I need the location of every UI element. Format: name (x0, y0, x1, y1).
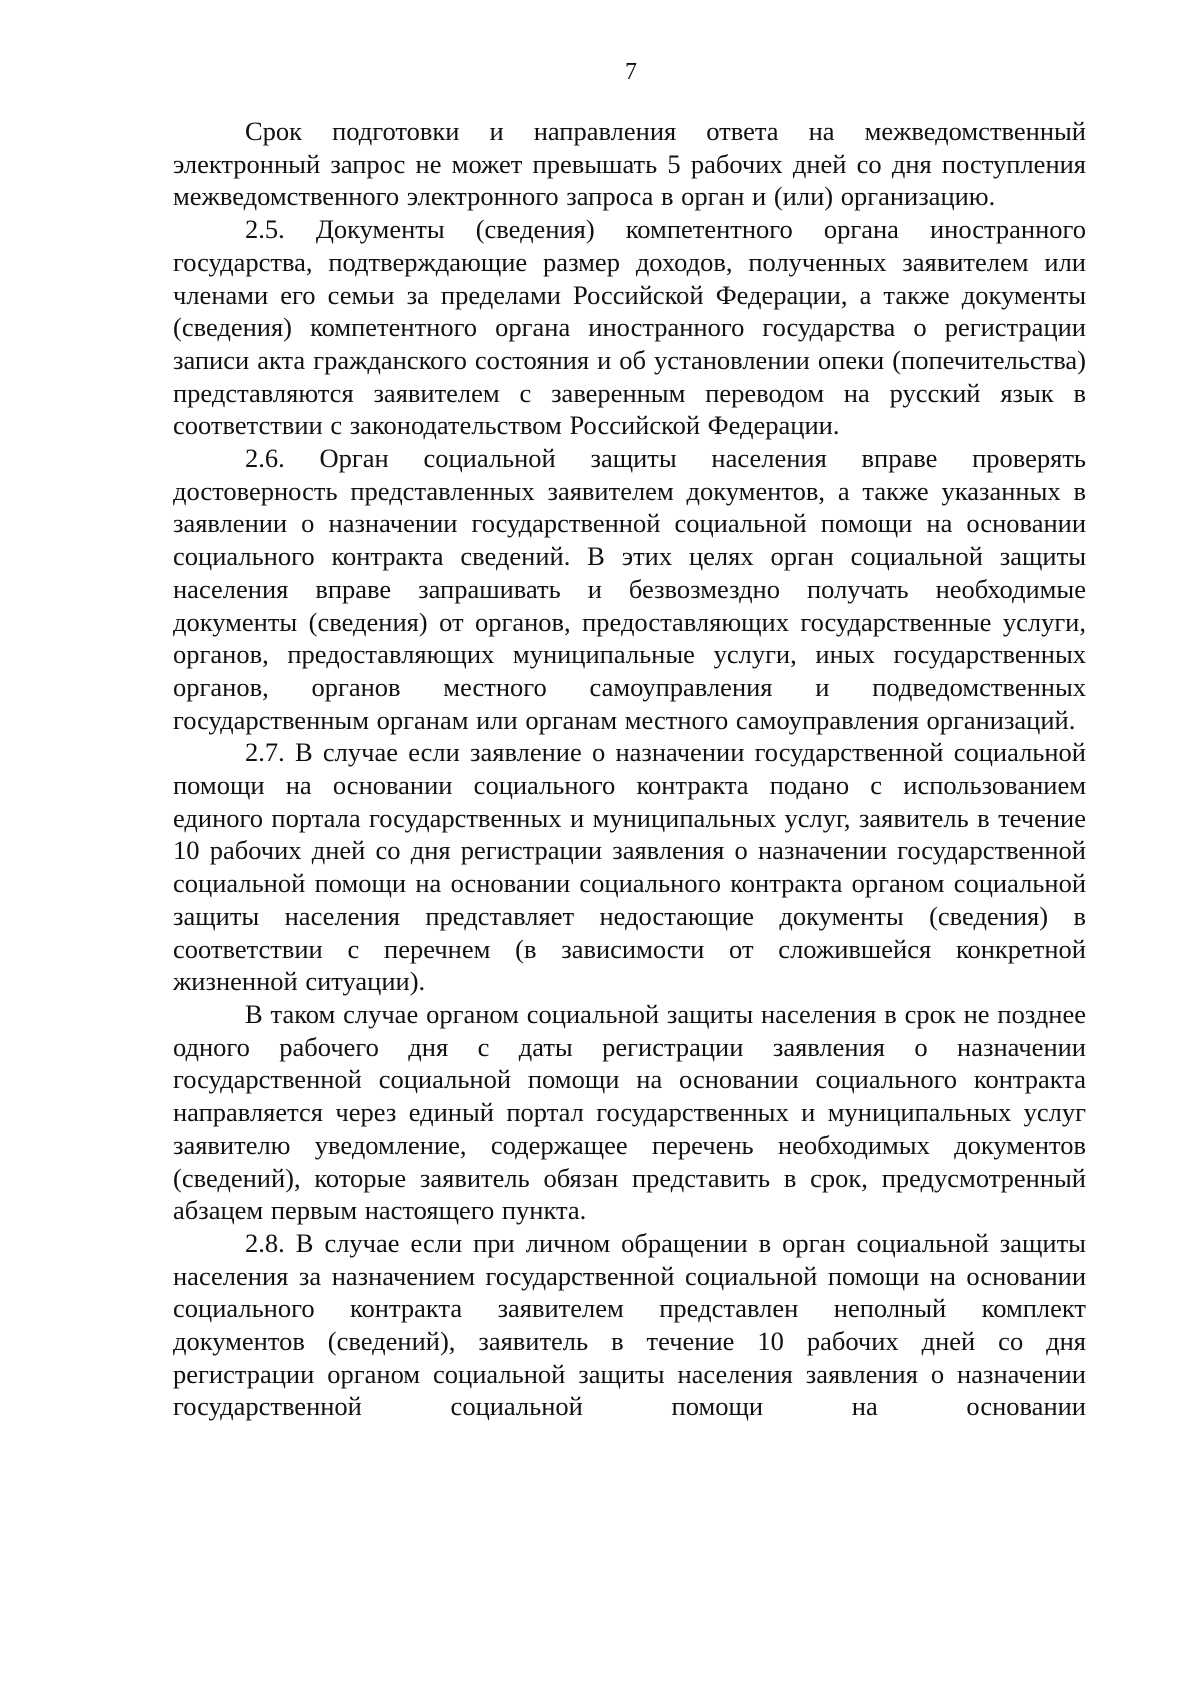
paragraph-2-5: 2.5. Документы (сведения) компетентного органа иностранного государства, подтверждающие размер доходов, полученных заявителем или членами его семьи за пределами Российской Федерации, а также документы (сведения) компетентного органа иностранного государства о регистрации записи акта гражданского состояния и об установлении опеки (попечительства) представляются заявителем с заверенным переводом на русский язык в соответствии с законодательством Российской Федерации. (173, 214, 1086, 441)
paragraph-2-8: 2.8. В случае если при личном обращении в орган социальной защиты населения за назначением государственной социальной помощи на основании социального контракта заявителем представлен неполный комплект документов (сведений), заявитель в течение 10 рабочих дней со дня регистрации органом социальной защиты населения заявления о назначении государственной социальной помощи на основании (173, 1227, 1086, 1422)
document-body (173, 115, 1086, 1423)
paragraph-2-7: 2.7. В случае если заявление о назначении государственной социальной помощи на основании социального контракта подано с использованием единого портала государственных и муниципальных услуг, заявитель в течение 10 рабочих дней со дня регистрации заявления о назначении государственной социальной помощи на основании социального контракта органом социальной защиты населения представляет недостающие документы (сведения) в соответствии с перечнем (в зависимости от сложившейся конкретной жизненной ситуации). (173, 737, 1086, 997)
paragraph-2-6: 2.6. Орган социальной защиты населения вправе проверять достоверность представленных заявителем документов, а также указанных в заявлении о назначении государственной социальной помощи на основании социального контракта сведений. В этих целях орган социальной защиты населения вправе запрашивать и безвозмездно получать необходимые документы (сведения) от органов, предоставляющих государственные услуги, органов, предоставляющих муниципальные услуги, иных государственных органов, органов местного самоуправления и подведомственных государственным органам или органам местного самоуправления организаций. (173, 443, 1086, 735)
page-number: 7 (625, 59, 637, 85)
paragraph-request-deadline: Срок подготовки и направления ответа на межведомственный электронный запрос не может превышать 5 рабочих дней со дня поступления межведомственного электронного запроса в орган и (или) организацию. (173, 116, 1086, 212)
paragraph-2-7-notice: В таком случае органом социальной защиты населения в срок не позднее одного рабочего дня с даты регистрации заявления о назначении государственной социальной помощи на основании социального контракта направляется через единый портал государственных и муниципальных услуг заявителю уведомление, содержащее перечень необходимых документов (сведений), которые заявитель обязан представить в срок, предусмотренный абзацем первым настоящего пункта. (173, 998, 1086, 1226)
